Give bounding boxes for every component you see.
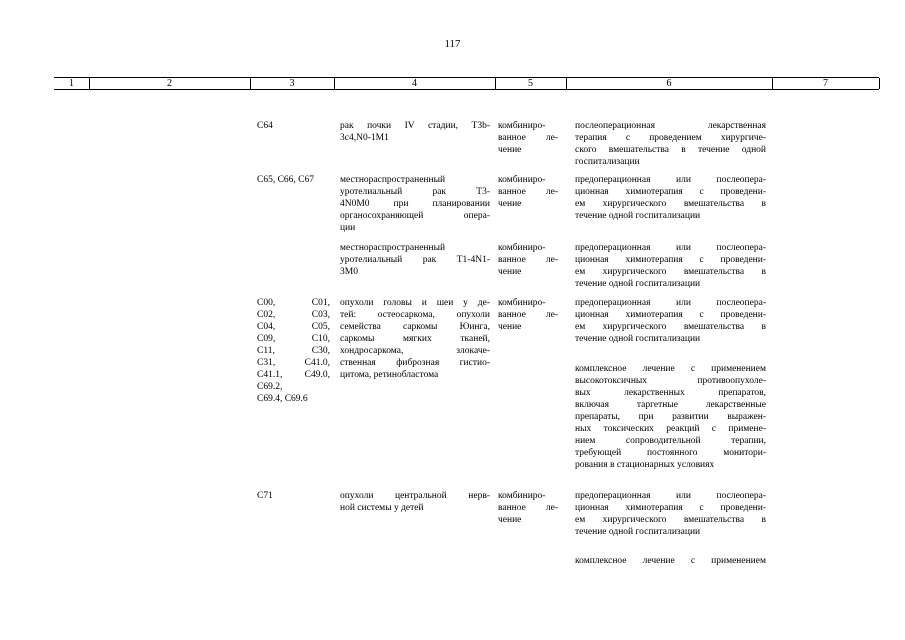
code-row	[257, 297, 330, 309]
code: C31,	[257, 358, 276, 368]
treatment-line: ционная химиотерапия с проведени-	[575, 255, 766, 265]
header-col-5: 5	[495, 78, 567, 89]
diagnosis-line: уротелиальный рак T1-4N1-	[340, 255, 490, 265]
method-line: комбиниро-	[498, 491, 546, 501]
diagnosis-line: 4N0M0 при планировании	[340, 199, 490, 209]
treatment-cell	[575, 120, 766, 168]
codes-cell	[257, 297, 330, 405]
header-col-4: 4	[334, 78, 496, 89]
method-cell	[498, 297, 558, 333]
diagnosis-line: опухоли головы и шеи у де-	[340, 298, 490, 308]
code-row	[257, 333, 330, 345]
code: C41.1,	[257, 370, 283, 380]
treatment-line: комплексное лечение с применением	[575, 556, 766, 566]
treatment-cell	[575, 490, 766, 538]
treatment-line: предоперационная или послеопера-	[575, 298, 766, 308]
method-line: комбиниро-	[498, 243, 546, 253]
treatment-line: ем хирургического вмешательства в	[575, 267, 766, 277]
treatment-cell-complex	[575, 363, 766, 471]
header-col-1: 1	[54, 78, 90, 89]
diagnosis-line: местнораспространенный	[340, 175, 446, 185]
treatment-line: нием сопроводительной терапии,	[575, 436, 766, 446]
code: C09,	[257, 334, 276, 344]
method-line: ванное ле-	[498, 255, 558, 265]
diagnosis-line: опухоли центральной нерв-	[340, 491, 490, 501]
diagnosis-line: ственная фиброзная гистио-	[340, 358, 490, 368]
codes-cell	[257, 120, 331, 132]
diagnosis-cell	[340, 242, 490, 278]
code-line: C64	[257, 121, 273, 131]
method-line: комбиниро-	[498, 298, 546, 308]
treatment-line: ем хирургического вмешательства в	[575, 515, 766, 525]
treatment-line: рования в стационарных условиях	[575, 460, 715, 470]
diagnosis-line: 3c4,N0-1M1	[340, 133, 389, 143]
code: C02,	[257, 310, 276, 320]
diagnosis-cell	[340, 174, 490, 234]
code-row	[257, 309, 330, 321]
treatment-line: комплексное лечение с применением	[575, 364, 766, 374]
treatment-line: течение одной госпитализации	[575, 211, 701, 221]
code: C00,	[257, 298, 276, 308]
diagnosis-line: саркомы мягких тканей,	[340, 334, 490, 344]
code: C01,	[311, 298, 330, 308]
diagnosis-line: тей: остеосаркома, опухоли	[340, 310, 490, 320]
treatment-line: ем хирургического вмешательства в	[575, 199, 766, 209]
code: C04,	[257, 322, 276, 332]
diagnosis-line: семейства саркомы Юинга,	[340, 322, 490, 332]
treatment-cell	[575, 242, 766, 290]
diagnosis-cell	[340, 297, 490, 381]
treatment-line: предоперационная или послеопера-	[575, 491, 766, 501]
treatment-line: течение одной госпитализации	[575, 527, 701, 537]
method-cell	[498, 120, 558, 156]
method-cell	[498, 490, 558, 526]
treatment-line: ционная химиотерапия с проведени-	[575, 187, 766, 197]
treatment-cell-complex	[575, 555, 766, 567]
code-line: C71	[257, 491, 273, 501]
diagnosis-line: хондросаркома, злокаче-	[340, 346, 490, 356]
treatment-cell	[575, 297, 766, 345]
treatment-line: ем хирургического вмешательства в	[575, 322, 766, 332]
method-line: ванное ле-	[498, 187, 558, 197]
codes-cell	[257, 490, 331, 502]
method-cell	[498, 242, 558, 278]
diagnosis-line: ной системы у детей	[340, 503, 424, 513]
treatment-line: ционная химиотерапия с проведени-	[575, 310, 766, 320]
code-row	[257, 345, 330, 357]
treatment-cell	[575, 174, 766, 222]
code-row	[257, 357, 330, 369]
method-line: комбиниро-	[498, 121, 546, 131]
method-line: ванное ле-	[498, 133, 558, 143]
treatment-line: вых лекарственных препаратов,	[575, 388, 766, 398]
method-line: ванное ле-	[498, 310, 558, 320]
treatment-line: течение одной госпитализации	[575, 334, 701, 344]
code: C30,	[311, 346, 330, 356]
code: C11,	[257, 346, 275, 356]
code-row	[257, 393, 330, 405]
code-row	[257, 321, 330, 333]
code: C03,	[311, 310, 330, 320]
codes-cell	[257, 174, 337, 186]
diagnosis-line: местнораспространенный	[340, 243, 446, 253]
diagnosis-line: рак почки IV стадии, T3b-	[340, 121, 490, 131]
header-col-3: 3	[250, 78, 335, 89]
treatment-line: госпитализации	[575, 157, 640, 167]
diagnosis-line: органосохраняющей опера-	[340, 211, 490, 221]
page-number: 117	[444, 38, 461, 50]
diagnosis-line: ции	[340, 223, 356, 233]
treatment-line: предоперационная или послеопера-	[575, 175, 766, 185]
code: C69.4, C69.6	[257, 394, 308, 404]
treatment-line: включая таргетные лекарственные	[575, 400, 766, 410]
treatment-line: ных токсических реакций с примене-	[575, 424, 766, 434]
diagnosis-line: цитома, ретинобластома	[340, 370, 439, 380]
diagnosis-line: 3M0	[340, 267, 358, 277]
method-line: чение	[498, 199, 522, 209]
code-line: C65, C66, C67	[257, 175, 315, 185]
method-cell	[498, 174, 558, 210]
code: C05,	[311, 322, 330, 332]
code-row	[257, 381, 330, 393]
treatment-line: течение одной госпитализации	[575, 279, 701, 289]
column-header-row	[54, 77, 879, 90]
method-line: чение	[498, 515, 522, 525]
code: C10,	[311, 334, 330, 344]
diagnosis-line: уротелиальный рак T3-	[340, 187, 490, 197]
code: C49.0,	[304, 370, 330, 380]
header-col-7: 7	[772, 78, 880, 89]
code-row	[257, 369, 330, 381]
code: C69.2,	[257, 382, 283, 392]
header-col-2: 2	[89, 78, 251, 89]
diagnosis-cell	[340, 490, 490, 514]
treatment-line: высокотоксичных противоопухоле-	[575, 376, 766, 386]
header-col-6: 6	[566, 78, 773, 89]
treatment-line: препараты, при развитии выражен-	[575, 412, 766, 422]
treatment-line: послеоперационная лекарственная	[575, 121, 766, 131]
treatment-line: ционная химиотерапия с проведени-	[575, 503, 766, 513]
treatment-line: требующей постоянного монитори-	[575, 448, 766, 458]
method-line: чение	[498, 267, 522, 277]
method-line: ванное ле-	[498, 503, 558, 513]
treatment-line: терапия с проведением хирургиче-	[575, 133, 766, 143]
treatment-line: предоперационная или послеопера-	[575, 243, 766, 253]
diagnosis-cell	[340, 120, 490, 144]
treatment-line: ского вмешательства в течение одной	[575, 145, 766, 155]
method-line: чение	[498, 145, 522, 155]
method-line: чение	[498, 322, 522, 332]
method-line: комбиниро-	[498, 175, 546, 185]
code: C41.0,	[304, 358, 330, 368]
